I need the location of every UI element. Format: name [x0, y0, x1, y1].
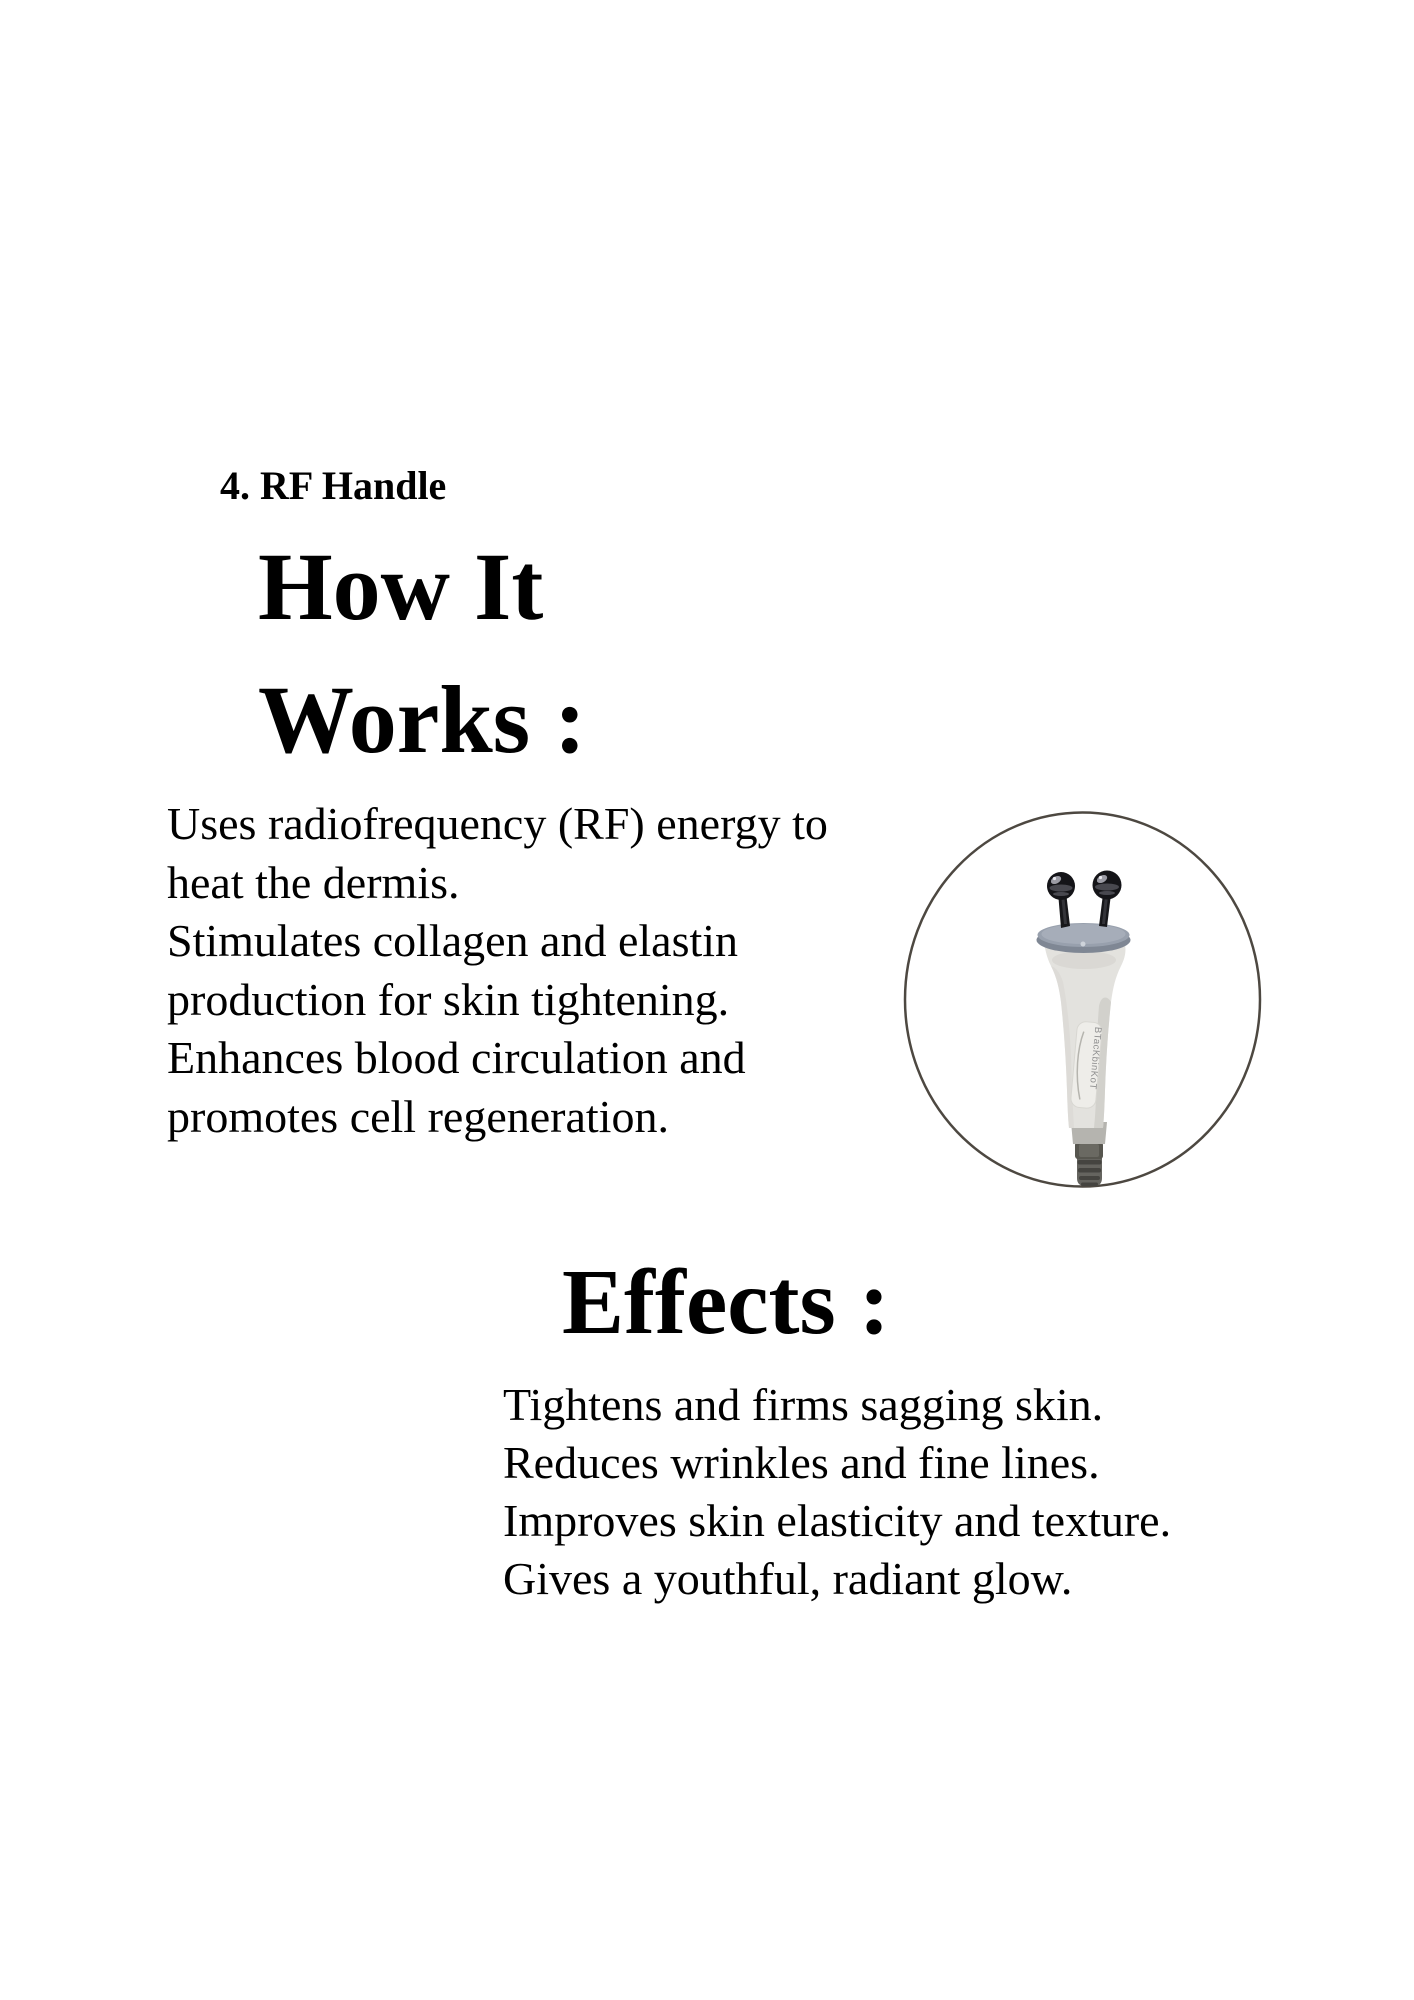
- effects-title: Effects :: [562, 1251, 890, 1354]
- electrode-ball-right: [1093, 871, 1122, 900]
- how-it-works-title-line-1: How It: [258, 533, 544, 640]
- body-line: production for skin tightening.: [167, 973, 730, 1025]
- device-label-text: BTacKbinKoT: [1086, 1026, 1104, 1091]
- device-connector: [1075, 1142, 1103, 1159]
- body-line: Enhances blood circulation and: [167, 1032, 746, 1083]
- body-line: Uses radiofrequency (RF) energy to: [167, 798, 828, 849]
- device-top-plate: [1037, 923, 1131, 953]
- effects-body: [503, 1376, 1171, 1608]
- body-line: heat the dermis.: [167, 856, 460, 908]
- section-heading: 4. RF Handle: [220, 463, 447, 508]
- body-line: promotes cell regeneration.: [167, 1090, 669, 1142]
- how-it-works-title: [258, 520, 586, 786]
- effects-line: Reduces wrinkles and fine lines.: [503, 1437, 1100, 1488]
- body-line: Stimulates collagen and elastin: [167, 915, 739, 966]
- effects-line: Improves skin elasticity and texture.: [503, 1495, 1172, 1546]
- how-it-works-title-line-2: Works :: [258, 666, 587, 773]
- effects-line: Gives a youthful, radiant glow.: [503, 1553, 1073, 1604]
- effects-line: Tightens and firms sagging skin.: [503, 1379, 1104, 1430]
- electrode-ball-left: [1047, 872, 1075, 900]
- how-it-works-body: [167, 795, 828, 1146]
- rf-handle-illustration: [903, 810, 1263, 1190]
- rf-handle-photo: [903, 810, 1263, 1190]
